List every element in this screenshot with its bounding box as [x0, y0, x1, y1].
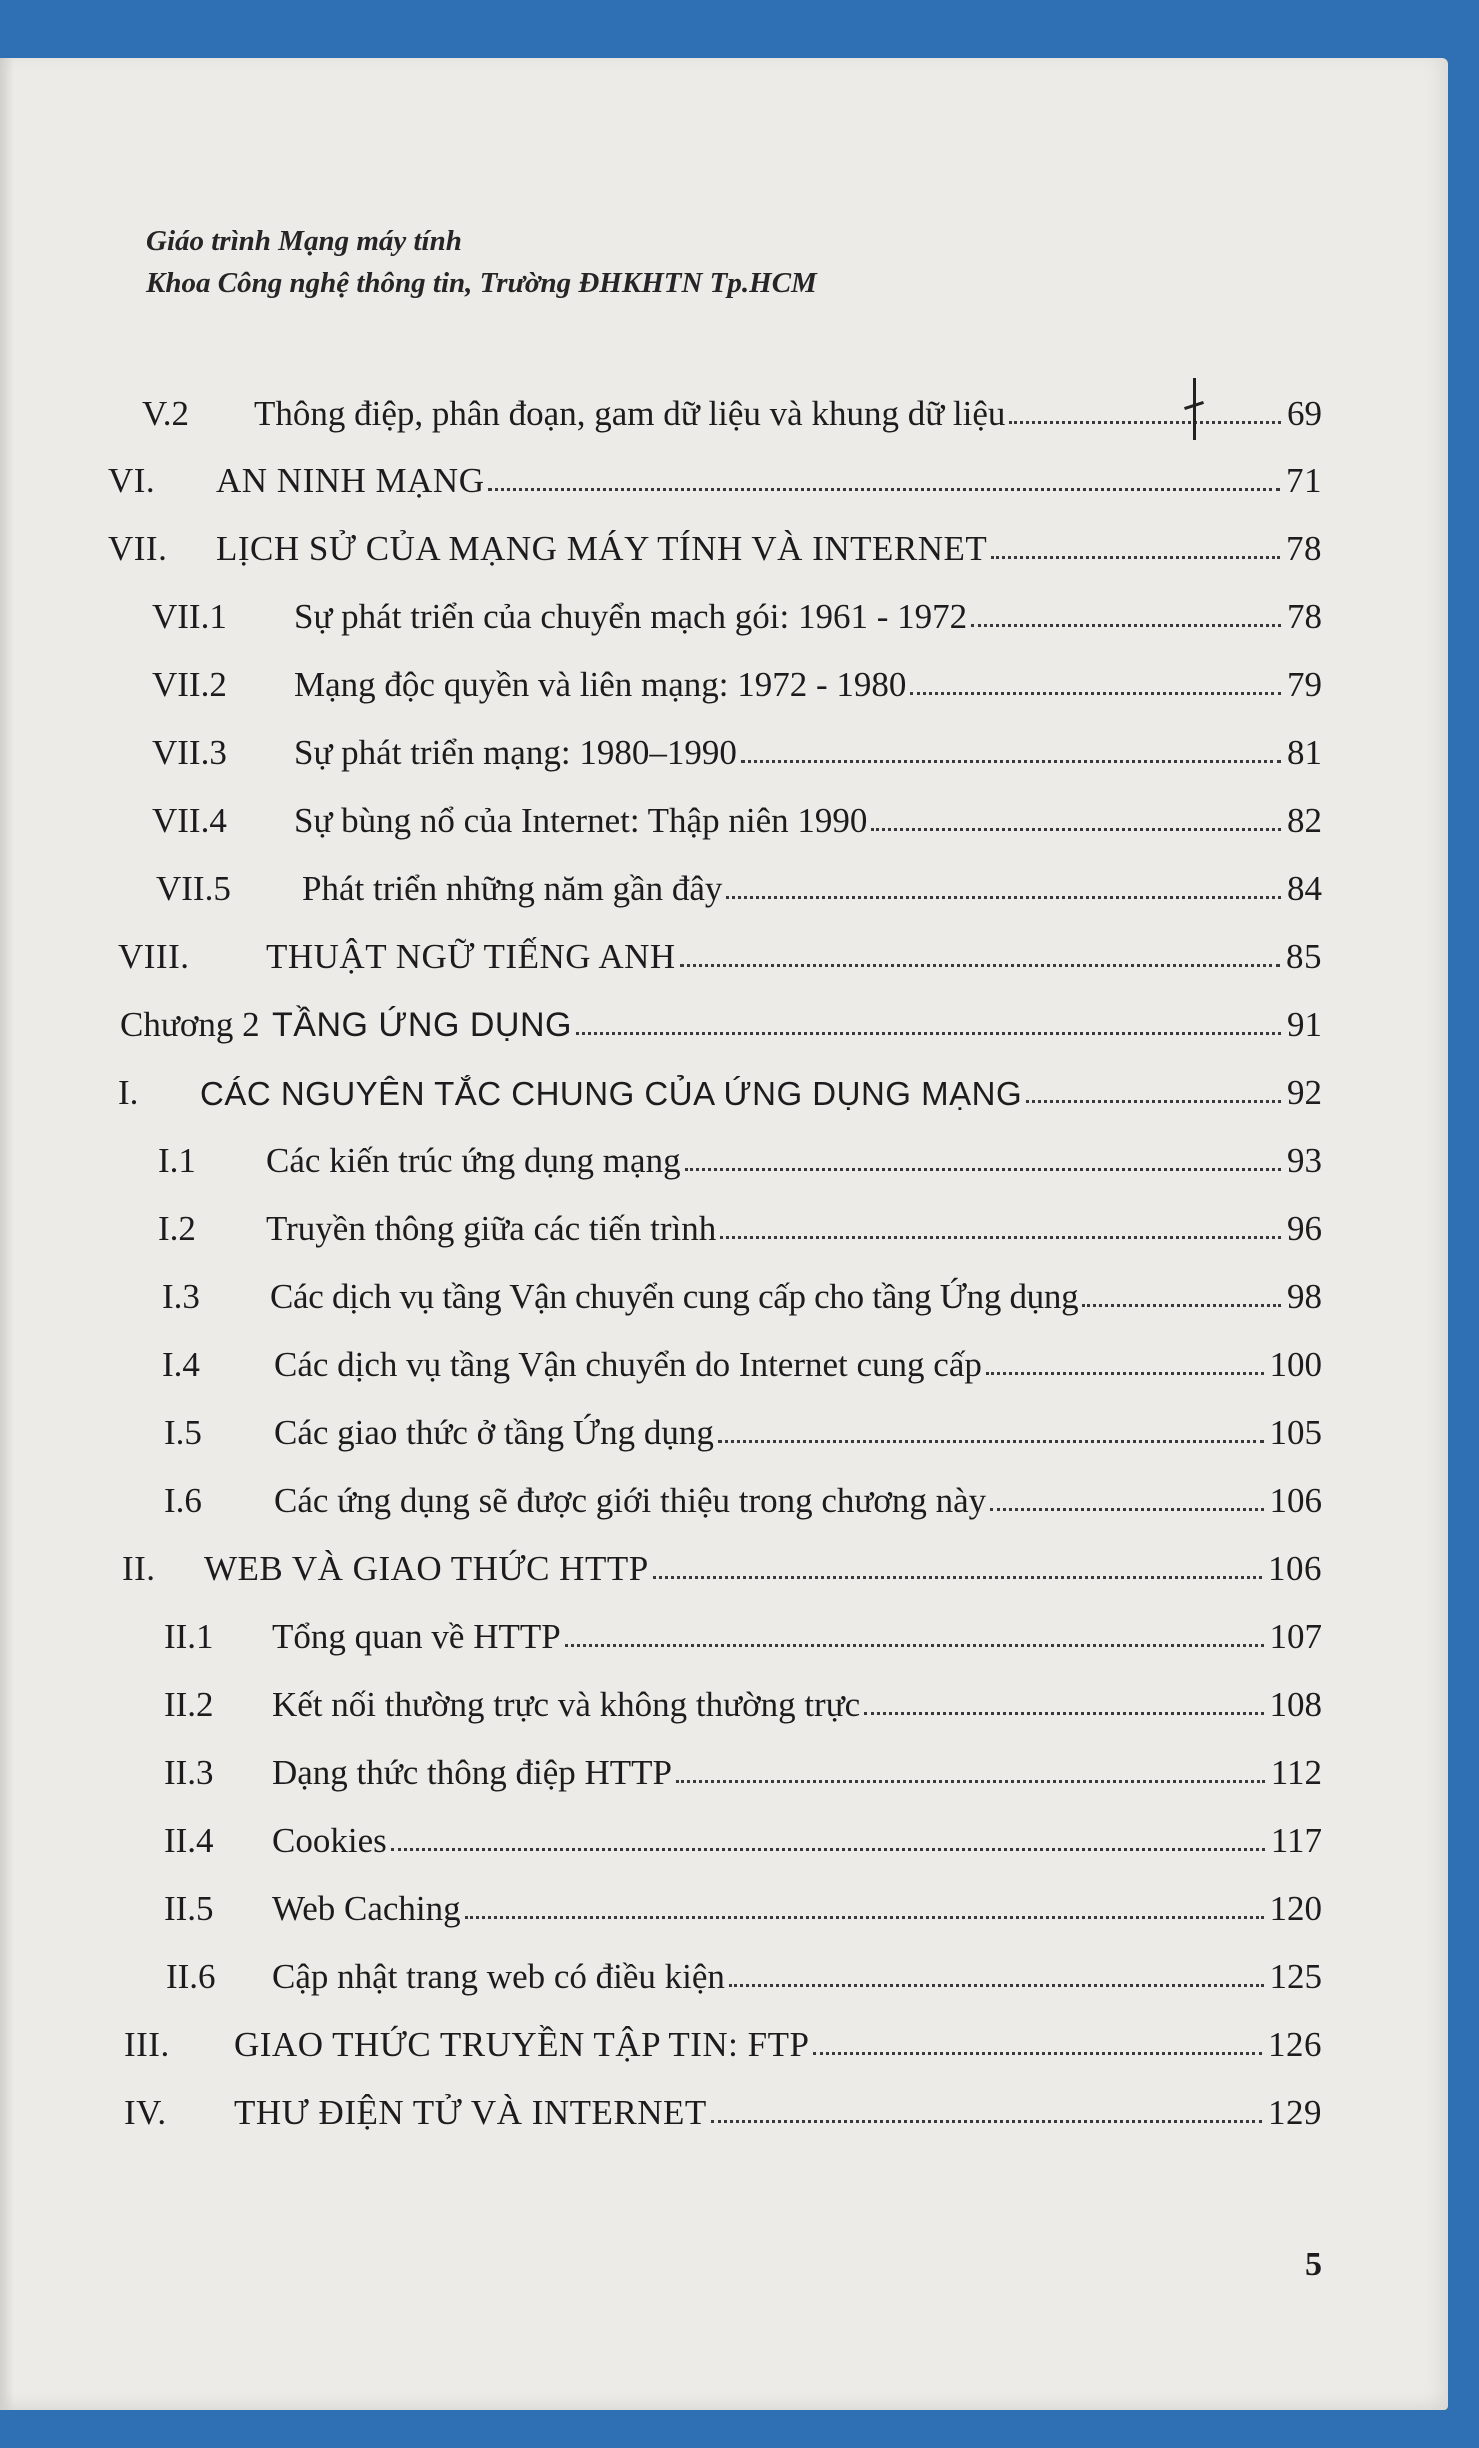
toc-row-i6: [164, 1465, 1322, 1521]
toc-row-ii1: [164, 1601, 1322, 1657]
toc-title: Các dịch vụ tầng Vận chuyển cung cấp cho tầng Ứng dụng: [270, 1277, 1079, 1316]
toc-title: TẦNG ỨNG DỤNG: [272, 1006, 572, 1044]
toc-row-iv: [124, 2077, 1322, 2133]
toc-leader: [971, 624, 1281, 627]
toc-number: II.: [122, 1549, 156, 1588]
toc-title: Sự bùng nổ của Internet: Thập niên 1990: [294, 801, 868, 840]
toc-page: 84: [1287, 869, 1322, 908]
toc-page: 108: [1269, 1685, 1322, 1724]
toc-number: I.6: [164, 1481, 202, 1520]
toc-row-vii4: [152, 785, 1322, 841]
toc-title: THUẬT NGỮ TIẾNG ANH: [266, 937, 676, 976]
toc-leader: [676, 1780, 1265, 1783]
toc-number: VII.: [108, 529, 168, 568]
toc-row-vii5: [156, 853, 1322, 909]
toc-leader: [653, 1576, 1262, 1579]
toc-page: 69: [1287, 394, 1322, 433]
toc-leader: [465, 1916, 1264, 1919]
toc-title: Phát triển những năm gần đây: [302, 869, 723, 908]
page-edge-shadow: [0, 58, 14, 2410]
toc-title: Các giao thức ở tầng Ứng dụng: [274, 1413, 714, 1452]
toc-leader: [685, 1168, 1281, 1171]
toc-title: GIAO THỨC TRUYỀN TẬP TIN: FTP: [234, 2025, 810, 2064]
toc-leader: [986, 1372, 1264, 1375]
toc-title: THƯ ĐIỆN TỬ VÀ INTERNET: [234, 2093, 707, 2132]
toc-page: 79: [1287, 665, 1322, 704]
toc-leader: [391, 1848, 1265, 1851]
toc-title: CÁC NGUYÊN TẮC CHUNG CỦA ỨNG DỤNG MẠNG: [200, 1075, 1023, 1112]
header-institution: Khoa Công nghệ thông tin, Trường ĐHKHTN Tp.HCM: [146, 267, 817, 299]
toc-leader: [1082, 1304, 1281, 1307]
toc-row-vii2: [152, 649, 1322, 705]
toc-page: 98: [1287, 1277, 1322, 1316]
toc-number: VI.: [108, 461, 156, 500]
toc-row-ii2: [164, 1669, 1322, 1725]
toc-number: III.: [124, 2025, 170, 2064]
toc-page: 105: [1269, 1413, 1322, 1452]
toc-page: 117: [1270, 1821, 1322, 1860]
running-header: [146, 220, 817, 304]
toc-title: Tổng quan về HTTP: [272, 1617, 561, 1656]
toc-title: Web Caching: [272, 1889, 461, 1928]
toc-number: I.4: [162, 1345, 200, 1384]
toc-leader: [991, 556, 1280, 559]
toc-number: II.1: [164, 1617, 214, 1656]
toc-page: 107: [1269, 1617, 1322, 1656]
toc-number: II.6: [166, 1957, 216, 1996]
toc-number: II.2: [164, 1685, 214, 1724]
toc-number: VII.4: [152, 801, 227, 840]
toc-row-i1: [158, 1125, 1322, 1181]
toc-page: 78: [1287, 597, 1322, 636]
toc-number: I.2: [158, 1209, 196, 1248]
toc-page: 106: [1268, 1549, 1322, 1588]
toc-page: 92: [1287, 1073, 1322, 1112]
toc-row-i3: [162, 1261, 1322, 1317]
toc-page: 85: [1286, 937, 1322, 976]
toc-row-v2: [142, 378, 1322, 434]
toc-row-vii: [108, 513, 1322, 569]
toc-number: V.2: [142, 394, 190, 433]
toc-leader: [910, 692, 1281, 695]
toc-row-ii3: [164, 1737, 1322, 1793]
toc-title: Cookies: [272, 1821, 387, 1860]
toc-title: Sự phát triển của chuyển mạch gói: 1961 - 1972: [294, 597, 968, 636]
toc-leader: [741, 760, 1281, 763]
toc-number: VII.3: [152, 733, 227, 772]
toc-number: VII.2: [152, 665, 227, 704]
toc-title: LỊCH SỬ CỦA MẠNG MÁY TÍNH VÀ INTERNET: [216, 529, 988, 568]
toc-leader: [1026, 1100, 1281, 1103]
toc-row-i2: [158, 1193, 1322, 1249]
toc-number: IV.: [124, 2093, 167, 2132]
toc-page: 100: [1269, 1345, 1322, 1384]
toc-page: 82: [1287, 801, 1322, 840]
toc-page: 112: [1270, 1753, 1322, 1792]
toc-leader: [871, 828, 1281, 831]
toc-number: VII.1: [152, 597, 227, 636]
toc-title: Mạng độc quyền và liên mạng: 1972 - 1980: [294, 665, 907, 704]
toc-row-vii3: [152, 717, 1322, 773]
toc-row-i4: [162, 1329, 1322, 1385]
toc-title: Các kiến trúc ứng dụng mạng: [266, 1141, 681, 1180]
toc-row-chapter2: [120, 989, 1322, 1045]
toc-page: 81: [1287, 733, 1322, 772]
toc-title: WEB VÀ GIAO THỨC HTTP: [204, 1549, 649, 1588]
toc-title: Các ứng dụng sẽ được giới thiệu trong chương này: [274, 1481, 987, 1520]
toc-title: Các dịch vụ tầng Vận chuyển do Internet cung cấp: [274, 1345, 982, 1384]
text-cursor-mark: [1193, 378, 1196, 440]
toc-row-ii5: [164, 1873, 1322, 1929]
toc-row-ii6: [166, 1941, 1322, 1997]
toc-leader: [680, 964, 1280, 967]
toc-leader: [565, 1644, 1264, 1647]
toc-row-i5: [164, 1397, 1322, 1453]
toc-leader: [813, 2052, 1262, 2055]
toc-row-ii4: [164, 1805, 1322, 1861]
toc-number: Chương 2: [120, 1005, 260, 1044]
toc-title: Sự phát triển mạng: 1980–1990: [294, 733, 737, 772]
header-book-title: Giáo trình Mạng máy tính: [146, 225, 462, 257]
toc-title: AN NINH MẠNG: [216, 461, 485, 500]
toc-number: VII.5: [156, 869, 231, 908]
toc-title: Cập nhật trang web có điều kiện: [272, 1957, 725, 1996]
toc-number: I.5: [164, 1413, 202, 1452]
toc-leader: [729, 1984, 1264, 1987]
toc-number: II.4: [164, 1821, 214, 1860]
toc-page: 125: [1269, 1957, 1322, 1996]
toc-leader: [488, 488, 1280, 491]
toc-title: Truyền thông giữa các tiến trình: [266, 1209, 717, 1248]
toc-page: 93: [1287, 1141, 1322, 1180]
toc-page: 91: [1287, 1005, 1322, 1044]
toc-leader: [718, 1440, 1264, 1443]
toc-leader: [726, 896, 1281, 899]
toc-number: I.: [118, 1073, 139, 1112]
toc-number: I.1: [158, 1141, 196, 1180]
toc-page: 120: [1269, 1889, 1322, 1928]
toc-number: II.5: [164, 1889, 214, 1928]
toc-row-ii: [122, 1533, 1322, 1589]
toc-page: 78: [1286, 529, 1322, 568]
toc-row-i: [118, 1057, 1322, 1113]
toc-leader: [711, 2120, 1262, 2123]
toc-number: VIII.: [118, 937, 190, 976]
page-number: 5: [1305, 2246, 1322, 2283]
toc-leader: [576, 1032, 1281, 1035]
toc-row-viii: [118, 921, 1322, 977]
toc-number: II.3: [164, 1753, 214, 1792]
toc-number: I.3: [162, 1277, 200, 1316]
toc-page: 129: [1268, 2093, 1322, 2132]
toc-leader: [990, 1508, 1263, 1511]
toc-row-vi: [108, 445, 1322, 501]
toc-page: 96: [1287, 1209, 1322, 1248]
toc-leader: [1009, 421, 1281, 424]
toc-page: 126: [1268, 2025, 1322, 2064]
toc-title: Kết nối thường trực và không thường trực: [272, 1685, 861, 1724]
toc-row-iii: [124, 2009, 1322, 2065]
toc-page: 106: [1269, 1481, 1322, 1520]
toc-title: Dạng thức thông điệp HTTP: [272, 1753, 673, 1792]
toc-row-vii1: [152, 581, 1322, 637]
toc-page: 71: [1286, 461, 1322, 500]
toc-leader: [720, 1236, 1281, 1239]
toc-leader: [864, 1712, 1263, 1715]
toc-title: Thông điệp, phân đoạn, gam dữ liệu và khung dữ liệu: [254, 394, 1006, 433]
